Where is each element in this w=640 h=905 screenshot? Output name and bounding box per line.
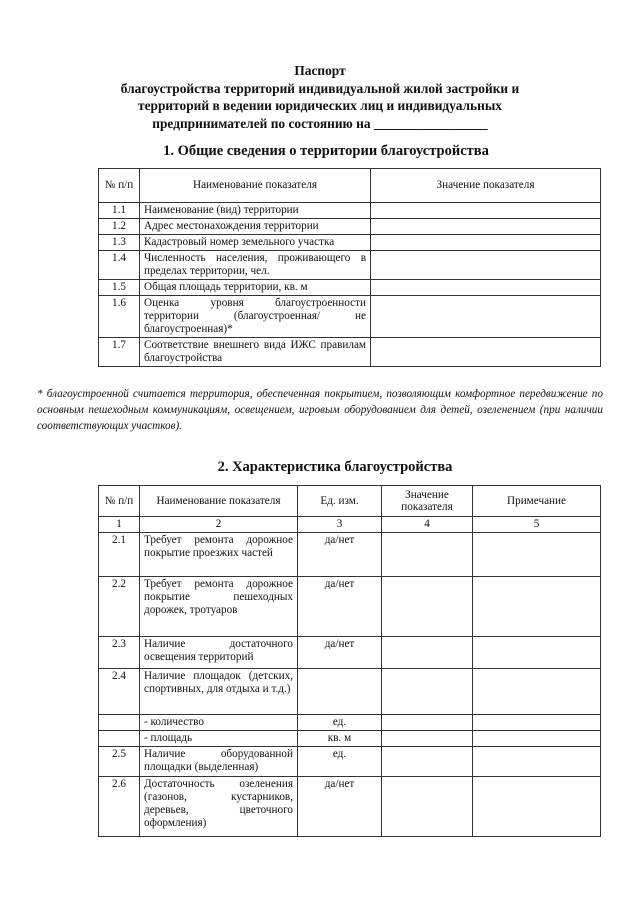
row-num: 2.5 <box>99 747 140 777</box>
row-name: Кадастровый номер земельного участка <box>140 235 371 251</box>
row-unit: ед. <box>298 715 382 731</box>
row-num: 1.1 <box>99 203 140 219</box>
document-title <box>0 62 640 132</box>
table-row <box>99 533 601 577</box>
row-num: 2.1 <box>99 533 140 577</box>
table-row <box>99 296 601 338</box>
row-name: Наименование (вид) территории <box>140 203 371 219</box>
row-note[interactable] <box>473 533 601 577</box>
table-row <box>99 637 601 669</box>
row-name: Достаточность озеленения (газонов, кустарников, деревьев, цветочного оформления) <box>140 777 298 837</box>
row-num <box>99 715 140 731</box>
characteristics-table <box>98 485 601 837</box>
row-num: 1.3 <box>99 235 140 251</box>
row-name: Наличие достаточного освещения территорий <box>140 637 298 669</box>
row-note[interactable] <box>473 669 601 715</box>
column-header-name: Наименование показателя <box>140 169 371 203</box>
row-num: 2.2 <box>99 577 140 637</box>
column-header-note: Примечание <box>473 486 601 517</box>
row-unit: ед. <box>298 747 382 777</box>
table-row <box>99 777 601 837</box>
row-num: 1.4 <box>99 251 140 280</box>
column-header-num: № п/п <box>99 486 140 517</box>
row-num: 1.5 <box>99 280 140 296</box>
section2-heading: 2. Характеристика благоустройства <box>217 459 453 475</box>
general-info-table <box>98 168 601 367</box>
row-value[interactable] <box>371 203 601 219</box>
row-num: 1.6 <box>99 296 140 338</box>
table-row <box>99 338 601 367</box>
table-row <box>99 280 601 296</box>
row-name: Соответствие внешнего вида ИЖС правилам благоустройства <box>140 338 371 367</box>
row-value[interactable] <box>382 669 473 715</box>
row-name: Требует ремонта дорожное покрытие проезжих частей <box>140 533 298 577</box>
table-row <box>99 203 601 219</box>
row-name: Наличие оборудованной площадки (выделенная) <box>140 747 298 777</box>
row-note[interactable] <box>473 777 601 837</box>
table-row <box>99 577 601 637</box>
table-row <box>99 669 601 715</box>
row-name: Общая площадь территории, кв. м <box>140 280 371 296</box>
column-number: 3 <box>298 517 382 533</box>
row-name: Оценка уровня благоустроенности территории (благоустроенная/ не благоустроенная)* <box>140 296 371 338</box>
row-unit: кв. м <box>298 731 382 747</box>
column-number: 2 <box>140 517 298 533</box>
column-header-value: Значение показателя <box>382 486 473 517</box>
row-note[interactable] <box>473 731 601 747</box>
row-note[interactable] <box>473 637 601 669</box>
row-value[interactable] <box>371 280 601 296</box>
row-value[interactable] <box>382 747 473 777</box>
column-number: 5 <box>473 517 601 533</box>
row-unit: да/нет <box>298 577 382 637</box>
column-header-num: № п/п <box>99 169 140 203</box>
column-number: 4 <box>382 517 473 533</box>
row-value[interactable] <box>371 251 601 280</box>
row-unit <box>298 669 382 715</box>
row-num: 2.3 <box>99 637 140 669</box>
row-value[interactable] <box>371 338 601 367</box>
row-value[interactable] <box>382 777 473 837</box>
column-header-name: Наименование показателя <box>140 486 298 517</box>
row-value[interactable] <box>371 219 601 235</box>
row-value[interactable] <box>382 577 473 637</box>
title-line: предпринимателей по состоянию на _________________ <box>152 115 488 131</box>
row-note[interactable] <box>473 577 601 637</box>
table-row <box>99 747 601 777</box>
row-value[interactable] <box>382 533 473 577</box>
row-unit: да/нет <box>298 637 382 669</box>
table-row <box>99 235 601 251</box>
row-unit: да/нет <box>298 533 382 577</box>
column-header-value: Значение показателя <box>371 169 601 203</box>
row-name: Численность населения, проживающего в пределах территории, чел. <box>140 251 371 280</box>
title-line: Паспорт <box>294 63 346 78</box>
row-name: Наличие площадок (детских, спортивных, для отдыха и т.д.) <box>140 669 298 715</box>
row-value[interactable] <box>382 715 473 731</box>
table-row <box>99 251 601 280</box>
row-num: 1.7 <box>99 338 140 367</box>
footnote <box>37 386 603 434</box>
row-name: Адрес местонахождения территории <box>140 219 371 235</box>
row-name: - площадь <box>140 731 298 747</box>
section1-heading: 1. Общие сведения о территории благоустройства <box>163 143 489 159</box>
table-row <box>99 731 601 747</box>
column-number: 1 <box>99 517 140 533</box>
title-line: благоустройства территорий индивидуальной жилой застройки и <box>120 80 520 96</box>
row-note[interactable] <box>473 715 601 731</box>
row-name: Требует ремонта дорожное покрытие пешеходных дорожек, тротуаров <box>140 577 298 637</box>
row-num: 2.4 <box>99 669 140 715</box>
row-num: 1.2 <box>99 219 140 235</box>
table-row <box>99 715 601 731</box>
row-value[interactable] <box>371 235 601 251</box>
table-row <box>99 219 601 235</box>
title-line: территорий в ведении юридических лиц и индивидуальных <box>138 98 502 113</box>
row-num: 2.6 <box>99 777 140 837</box>
row-value[interactable] <box>371 296 601 338</box>
column-header-unit: Ед. изм. <box>298 486 382 517</box>
row-num <box>99 731 140 747</box>
row-unit: да/нет <box>298 777 382 837</box>
row-name: - количество <box>140 715 298 731</box>
row-note[interactable] <box>473 747 601 777</box>
row-value[interactable] <box>382 637 473 669</box>
footnote-text: * благоустроенной считается территория, обеспеченная покрытием, позволяющим комфортное передвижение по основным пешеходным коммуникациям, освещением, игровым оборудованием для детей, озеленением (при наличии соответствующих участков). <box>37 388 603 433</box>
row-value[interactable] <box>382 731 473 747</box>
